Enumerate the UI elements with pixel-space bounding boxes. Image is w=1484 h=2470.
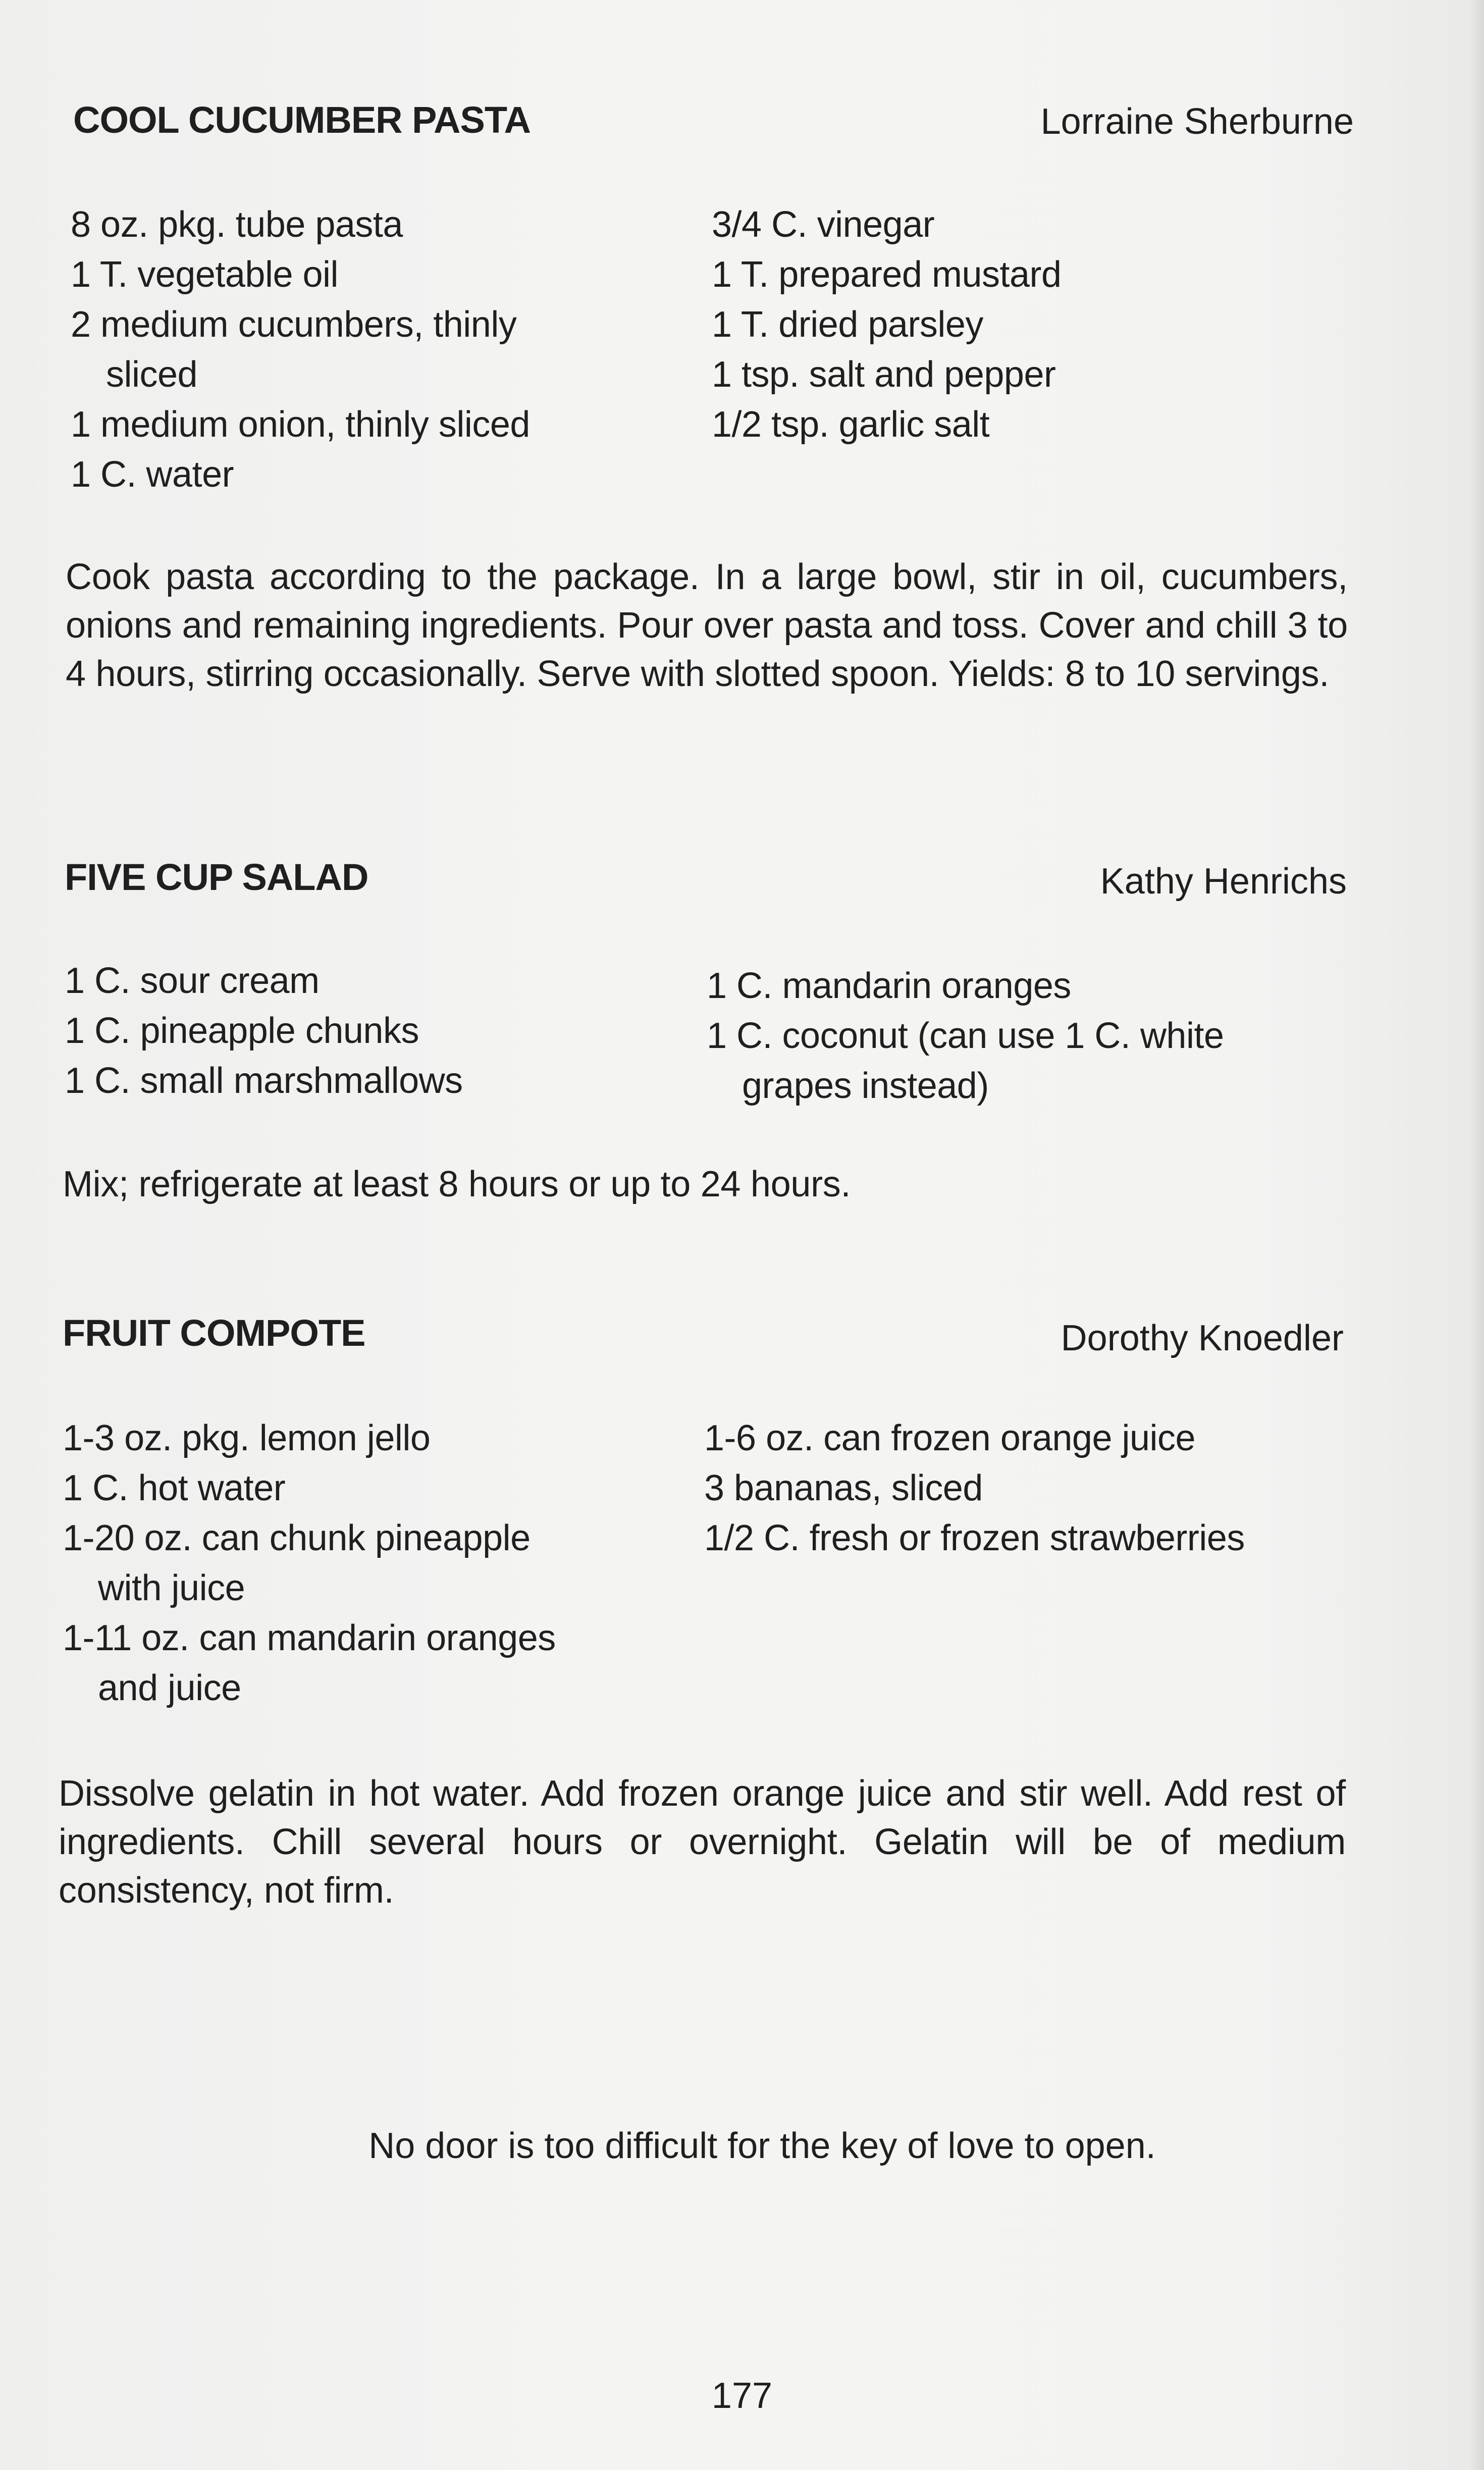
ingredient: 1 medium onion, thinly sliced — [71, 404, 530, 445]
ingredient: 1-11 oz. can mandarin oranges and juice — [63, 1618, 556, 1708]
ingredient: 8 oz. pkg. tube pasta — [71, 204, 403, 245]
directions-five-cup-salad: Mix; refrigerate at least 8 hours or up to 24 hours. — [63, 1164, 851, 1204]
recipe-title-cool-cucumber-pasta: COOL CUCUMBER PASTA — [73, 99, 531, 141]
ingredient: 2 medium cucumbers, thinly sliced — [71, 304, 517, 395]
ingredients-left-fruit-compote — [63, 1413, 556, 1713]
page-quote: No door is too difficult for the key of love to open. — [368, 2126, 1156, 2166]
page-edge-shadow — [1469, 0, 1484, 2470]
ingredient: 1-3 oz. pkg. lemon jello — [63, 1418, 431, 1458]
ingredient: 1 C. pineapple chunks — [65, 1011, 419, 1051]
recipe-title-five-cup-salad: FIVE CUP SALAD — [65, 856, 368, 898]
ingredients-right-five-cup-salad — [707, 961, 1224, 1111]
ingredients-right-fruit-compote — [704, 1413, 1245, 1563]
ingredient: 1 C. mandarin oranges — [707, 966, 1071, 1006]
ingredients-left-five-cup-salad — [65, 956, 463, 1106]
ingredient: 1 T. prepared mustard — [712, 254, 1062, 295]
ingredient: 1-20 oz. can chunk pineapple with juice — [63, 1518, 531, 1608]
ingredient: 1 C. hot water — [63, 1468, 286, 1508]
directions-cool-cucumber-pasta: Cook pasta according to the package. In a large bowl, stir in oil, cucumbers, onions and remaining ingredients. Pour over pasta and toss. Cover and chill 3 to 4 hours, stirring occasionally. Serve with slotted spoon. Yields: 8 to 10 servings. — [66, 557, 1348, 694]
ingredient: 1 T. vegetable oil — [71, 254, 339, 295]
page-number: 177 — [711, 2376, 773, 2416]
ingredient: 3/4 C. vinegar — [712, 204, 935, 245]
ingredient: 1 C. coconut (can use 1 C. white grapes instead) — [707, 1016, 1224, 1106]
ingredient: 1 C. water — [71, 454, 234, 495]
ingredient: 3 bananas, sliced — [704, 1468, 983, 1508]
ingredient: 1 T. dried parsley — [712, 304, 983, 345]
ingredient: 1 C. small marshmallows — [65, 1061, 463, 1101]
ingredient: 1/2 C. fresh or frozen strawberries — [704, 1518, 1245, 1558]
ingredient: 1 C. sour cream — [65, 961, 320, 1001]
ingredients-right-cool-cucumber-pasta — [712, 200, 1062, 450]
recipe-author-cool-cucumber-pasta: Lorraine Sherburne — [1040, 101, 1354, 142]
recipe-title-fruit-compote: FRUIT COMPOTE — [63, 1312, 365, 1354]
ingredients-left-cool-cucumber-pasta — [71, 200, 530, 500]
recipe-author-five-cup-salad: Kathy Henrichs — [1100, 861, 1347, 902]
ingredient: 1 tsp. salt and pepper — [712, 354, 1056, 395]
ingredient: 1-6 oz. can frozen orange juice — [704, 1418, 1196, 1458]
ingredient: 1/2 tsp. garlic salt — [712, 404, 990, 445]
recipe-author-fruit-compote: Dorothy Knoedler — [1061, 1318, 1344, 1358]
directions-fruit-compote: Dissolve gelatin in hot water. Add frozen orange juice and stir well. Add rest of ingredients. Chill several hours or overnight. Gelatin will be of medium consistency, not firm. — [59, 1773, 1346, 1911]
